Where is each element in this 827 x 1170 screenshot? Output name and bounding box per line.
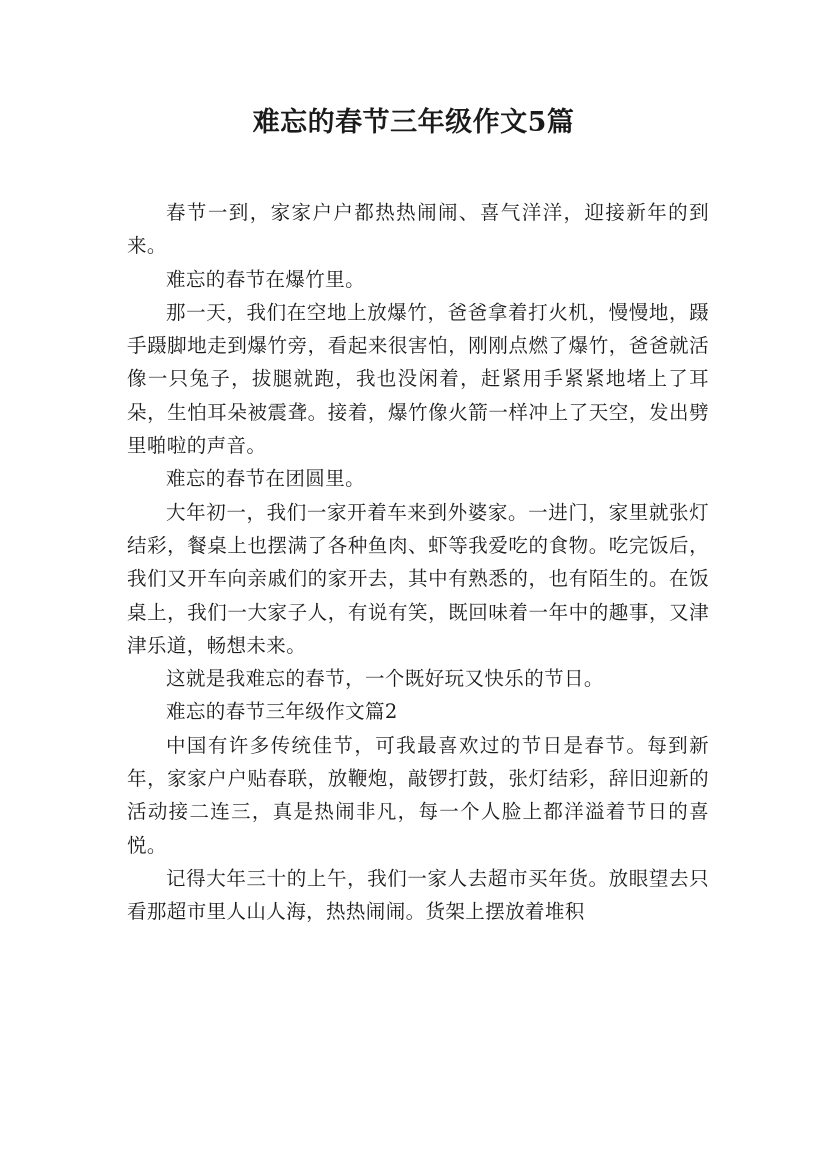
document-body (127, 196, 709, 929)
paragraph: 大年初一，我们一家开着车来到外婆家。一进门，家里就张灯结彩，餐桌上也摆满了各种鱼肉、虾等我爱吃的食物。吃完饭后，我们又开车向亲戚们的家开去，其中有熟悉的，也有陌生的。在饭桌上，我们一大家子人，有说有笑，既回味着一年中的趣事，又津津乐道，畅想未来。 (127, 500, 709, 657)
paragraph: 难忘的春节在团圆里。 (166, 467, 366, 491)
paragraph: 这就是我难忘的春节，一个既好玩又快乐的节日。 (166, 667, 604, 691)
paragraph: 记得大年三十的上午，我们一家人去超市买年货。放眼望去只看那超市里人山人海，热热闹闹。货架上摆放着堆积 (127, 866, 709, 924)
paragraph: 难忘的春节在爆竹里。 (166, 267, 366, 291)
paragraph: 那一天，我们在空地上放爆竹，爸爸拿着打火机，慢慢地，蹑手蹑脚地走到爆竹旁，看起来很害怕，刚刚点燃了爆竹，爸爸就活像一只兔子，拔腿就跑，我也没闲着，赶紧用手紧紧地堵上了耳朵，生怕耳朵被震聋。接着，爆竹像火箭一样冲上了天空，发出劈里啪啦的声音。 (127, 300, 709, 458)
document-title: 难忘的春节三年级作文5篇 (252, 107, 575, 138)
section-heading: 难忘的春节三年级作文篇2 (166, 700, 398, 724)
paragraph: 春节一到，家家户户都热热闹闹、喜气洋洋，迎接新年的到来。 (127, 201, 709, 258)
paragraph: 中国有许多传统佳节，可我最喜欢过的节日是春节。每到新年，家家户户贴春联，放鞭炮，敲锣打鼓，张灯结彩，辞旧迎新的活动接二连三，真是热闹非凡，每一个人脸上都洋溢着节日的喜悦。 (127, 733, 709, 857)
